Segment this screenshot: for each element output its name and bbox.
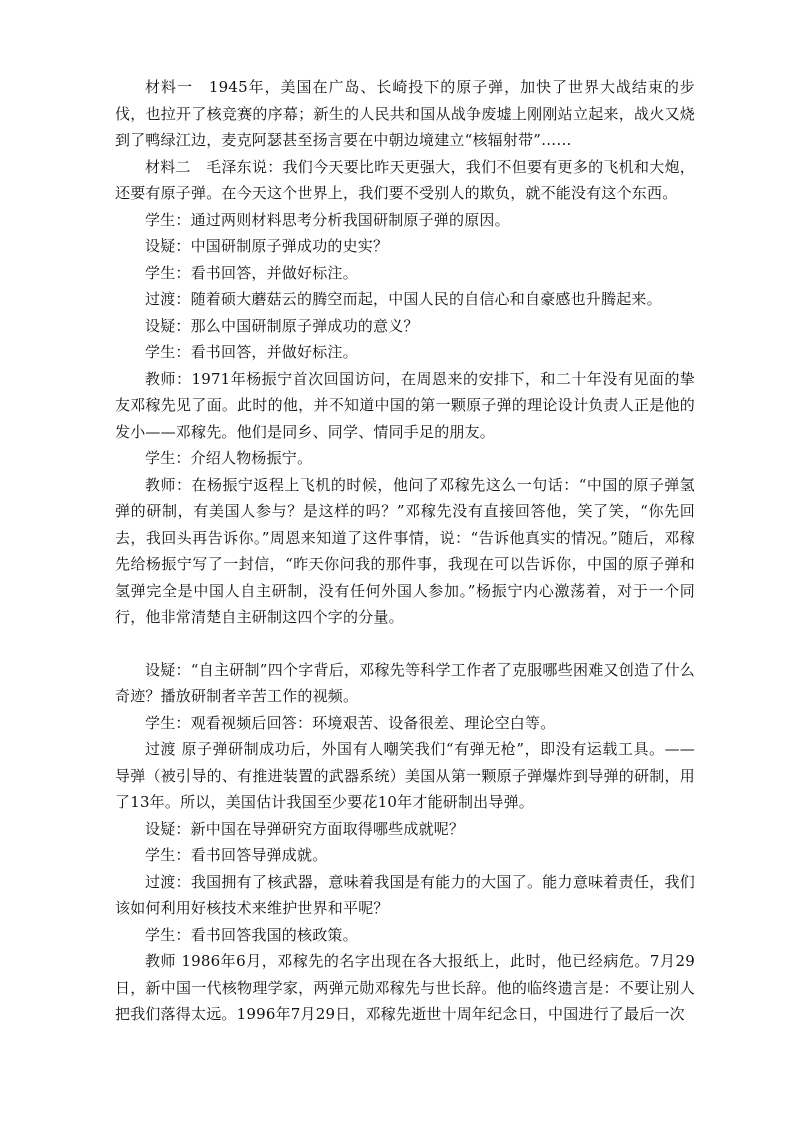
paragraph-material-two: 材料二 毛泽东说：我们今天要比昨天更强大，我们不但要有更多的飞机和大炮，还要有原子弹。在今天这个世界上，我们要不受别人的欺负，就不能没有这个东西。 — [115, 157, 695, 202]
paragraph-student-4: 学生：介绍人物杨振宁。 — [145, 449, 313, 467]
paragraph-transition-1: 过渡：随着硕大蘑菇云的腾空而起，中国人民的自信心和自豪感也升腾起来。 — [145, 290, 662, 308]
paragraph-teacher-1: 教师：1971年杨振宁首次回国访问，在周恩来的安排下，和二十年没有见面的挚友邓稼先见了面。此时的他，并不知道中国的第一颗原子弹的理论设计负责人正是他的发小——邓稼先。他们是同乡、同学、情同手足的朋友。 — [115, 369, 695, 441]
paragraph-material-one: 材料一 1945年，美国在广岛、长崎投下的原子弹，加快了世界大战结束的步伐，也拉开了核竞赛的序幕；新生的人民共和国从战争废墟上刚刚站立起来，战火又烧到了鸭绿江边，麦克阿瑟甚至扬言要在中朝边境建立“核辐射带”…… — [115, 78, 695, 149]
paragraph-teacher-2: 教师：在杨振宁返程上飞机的时候，他问了邓稼先这么一句话：“中国的原子弹氢弹的研制，有美国人参与？是这样的吗？”邓稼先没有直接回答他，笑了笑，“你先回去，我回头再告诉你。”周恩来知道了这件事情，说：“告诉他真实的情况。”随后，邓稼先给杨振宁写了一封信，“昨天你问我的那件事，我现在可以告诉你，中国的原子弹和氢弹完全是中国人自主研制，没有任何外国人参加。”杨振宁内心激荡着，对于一个同行，他非常清楚自主研制这四个字的分量。 — [115, 475, 695, 626]
paragraph-question-3: 设疑：“自主研制”四个字背后，邓稼先等科学工作者了克服哪些困难又创造了什么奇迹？播放研制者辛苦工作的视频。 — [115, 660, 695, 705]
paragraph-gap — [115, 631, 695, 657]
paragraph-question-1: 设疑：中国研制原子弹成功的史实？ — [145, 237, 389, 255]
document-page — [115, 74, 695, 1028]
paragraph-student-6: 学生：看书回答导弹成就。 — [145, 846, 328, 864]
paragraph-student-3: 学生：看书回答，并做好标注。 — [145, 343, 358, 361]
paragraph-teacher-3: 教师 1986年6月，邓稼先的名字出现在各大报纸上，此时，他已经病危。7月29日，新中国一代核物理学家，两弹元勋邓稼先与世长辞。他的临终遗言是：不要让别人把我们落得太远。1996年7月29日，邓稼先逝世十周年纪念日，中国进行了最后一次 — [115, 952, 695, 1023]
paragraph-transition-3: 过渡：我国拥有了核武器，意味着我国是有能力的大国了。能力意味着责任，我们该如何利用好核技术来维护世界和平呢？ — [115, 872, 695, 917]
paragraph-student-5: 学生：观看视频后回答：环境艰苦、设备很差、理论空白等。 — [145, 713, 556, 732]
paragraph-question-4: 设疑：新中国在导弹研究方面取得哪些成就呢？ — [145, 819, 465, 838]
paragraph-student-7: 学生：看书回答我国的核政策。 — [145, 925, 358, 944]
paragraph-student-1: 学生：通过两则材料思考分析我国研制原子弹的原因。 — [145, 210, 510, 229]
paragraph-student-2: 学生：看书回答，并做好标注。 — [145, 263, 358, 282]
paragraph-question-2: 设疑：那么中国研制原子弹成功的意义？ — [145, 316, 419, 335]
paragraph-transition-2: 过渡 原子弹研制成功后，外国有人嘲笑我们“有弹无枪”，即没有运载工具。——导弹（被引导的、有推进装置的武器系统）美国从第一颗原子弹爆炸到导弹的研制，用了13年。所以，美国估计我国至少要花10年才能研制出导弹。 — [115, 740, 695, 811]
